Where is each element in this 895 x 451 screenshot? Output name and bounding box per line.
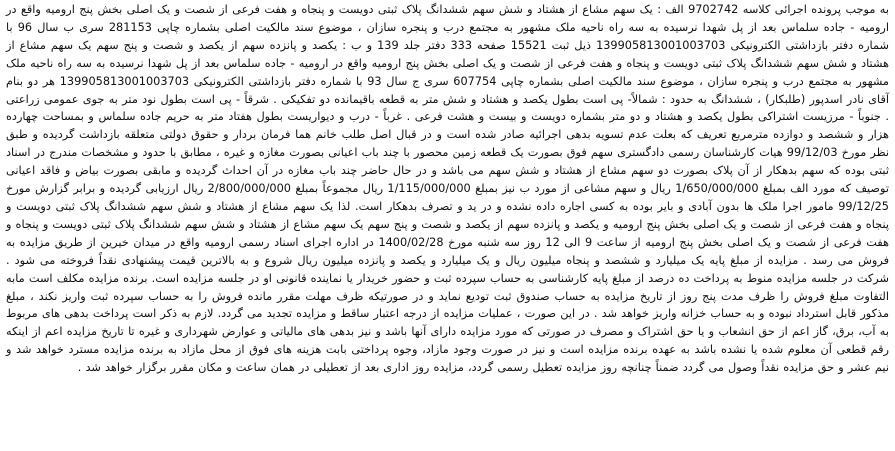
auction-notice-body: به موجب پرونده اجرائی کلاسه 9702742 الف : یک سهم مشاع از هشتاد و شش سهم ششدانگ پلاک ثبتی دویست و پنجاه و هفت فرعی از شصت و یک اصلی بخش پنج ارومیه واقع در ارومیه - جاده سلماس بعد از پل شهدا نرسیده به سه راه ناحیه ملک مشهور به مجتمع درب و پنجره سازان ، موضوع سند مالکیت اصلی بشماره چاپی 281153 سری ب سال 96 با شماره دفتر بازداشتی الکترونیکی 139905813001003703 ذیل ثبت 15521 صفحه 333 دفتر جلد 139 و ب : یکصد و پانزده سهم از یکصد و شصت و پنج سهم یک سهم مشاع از هشتاد و شش سهم ششدانگ پلاک ثبتی دویست و پنجاه و هفت فرعی از شصت و یک اصلی بخش پنج ارومیه واقع در ارومیه - جاده سلماس بعد از پل شهدا نرسیده به سه راه ناحیه ملک مشهور به مجتمع درب و پنجره سازان ، موضوع سند مالکیت اصلی بشماره چاپی 607754 سری ج سال 93 با شماره دفتر بازداشتی الکترونیکی 139905813001003703 هر دو بنام آقای نادر اسدپور (طلبکار) ، ششدانگ به حدود : شمالاً- پی است بطول یکصد و هشتاد و شش متر به قطعه باقیمانده دو تفکیکی . شرقاً - پی است بطول نود متر به جوی عمومی زراعتی . جنوباً - مرزیست اشتراکی بطول یکصد و هشتاد و دو متر بشماره دویست و بیست و هشت فرعی . غرباً - درب و دیواریست بطول هفتاد متر به حریم جاده سلماس و بمساحت چهارده هزار و ششصد و دوازده مترمربع تعریف که بعلت عدم تسویه بدهی اجرائیه صادر شده است و در قبال اصل طلب خانم هما فرمان بردار و حقوق دولتی متعلقه بازداشت گردیده و طبق نظر مورخ 99/12/03 هیات کارشناسان رسمی دادگستری سهم فوق بصورت یک قطعه زمین محصور با چند باب اعیانی بصورت مغازه و غیره ، مطابق با حدود و مشخصات مندرج در اسناد ثبتی بوده که سهم بدهکار از آن پلاک بصورت دو سهم مشاع از هشتاد و شش سهم می باشد و در حال حاضر چند باب مغازه در آن احداث گردیده و مابقی بصورت بیاض و فاقد اعیانی توصیف که مورد الف بمبلغ 1/650/000/000 ریال و سهم مشاعی از مورد ب نیز بمبلغ 1/115/000/000 ریال مجموعاً بمبلغ 2/800/000/000 ریال ارزیابی گردیده و برابر گزارش مورخ 99/12/25 مامور اجرا ملک ها بدون آبادی و بایر بوده به کسی اجاره داده نشده و در ید و تصرف بدهکار است. لذا یک سهم مشاع از هشتاد و شش سهم ششدانگ پلاک ثبتی دویست و پنجاه و هفت فرعی از شصت و یک اصلی بخش پنج ارومیه و یکصد و پانزده سهم از یکصد و شصت و پنج سهم یک سهم مشاع از هشتاد و شش سهم ششدانگ پلاک ثبتی دویست و پنجاه و هفت فرعی از شصت و یک اصلی بخش پنج ارومیه از ساعت 9 الی 12 روز سه شنبه مورخ 1400/02/28 در اداره اجرای اسناد رسمی ارومیه واقع در میدان خیرین از طریق مزایده به فروش می رسد . مزایده از مبلغ پایه یک میلیارد و ششصد و پنجاه میلیون ریال و یک میلیارد و یکصد و پانزده میلیون ریال شروع و به بالاترین قیمت پیشنهادی نقداً فروخته می شود . شرکت در جلسه مزایده منوط به پرداخت ده درصد از مبلغ پایه کارشناسی به حساب سپرده ثبت و حضور خریدار یا نماینده قانونی او در جلسه مزایده است. برنده مزایده مکلف است مابه التفاوت مبلغ فروش را ظرف مدت پنج روز از تاریخ مزایده به حساب صندوق ثبت تودیع نماید و در صورتیکه ظرف مهلت مقرر مانده فروش را به حساب سپرده ثبت واریز نکند ، مبلغ مذکور قابل استرداد نبوده و به حساب خزانه واریز خواهد شد . در این صورت ، عملیات مزایده از درجه اعتبار ساقط و مزایده تجدید می گردد. لازم به ذکر است پرداخت بدهی های مربوط به آب، برق، گاز اعم از حق انشعاب و یا حق اشتراک و مصرف در صورتی که مورد مزایده دارای آنها باشد و نیز بدهی های مالیاتی و عوارض شهرداری و غیره تا تاریخ مزایده اعم از اینکه رقم قطعی آن معلوم شده یا نشده باشد به عهده برنده مزایده است و نیز در صورت وجود مازاد، وجوه پرداختی بابت هزینه های فوق از محل مازاد به برنده مزایده مسترد خواهد شد و نیم عشر و حق مزایده نقداً وصول می گردد ضمناً چنانچه روز مزایده تعطیل رسمی گردد، مزایده روز اداری بعد از تعطیلی در همان ساعت و مکان مقرر برگزار خواهد شد . <box>6 3 890 375</box>
